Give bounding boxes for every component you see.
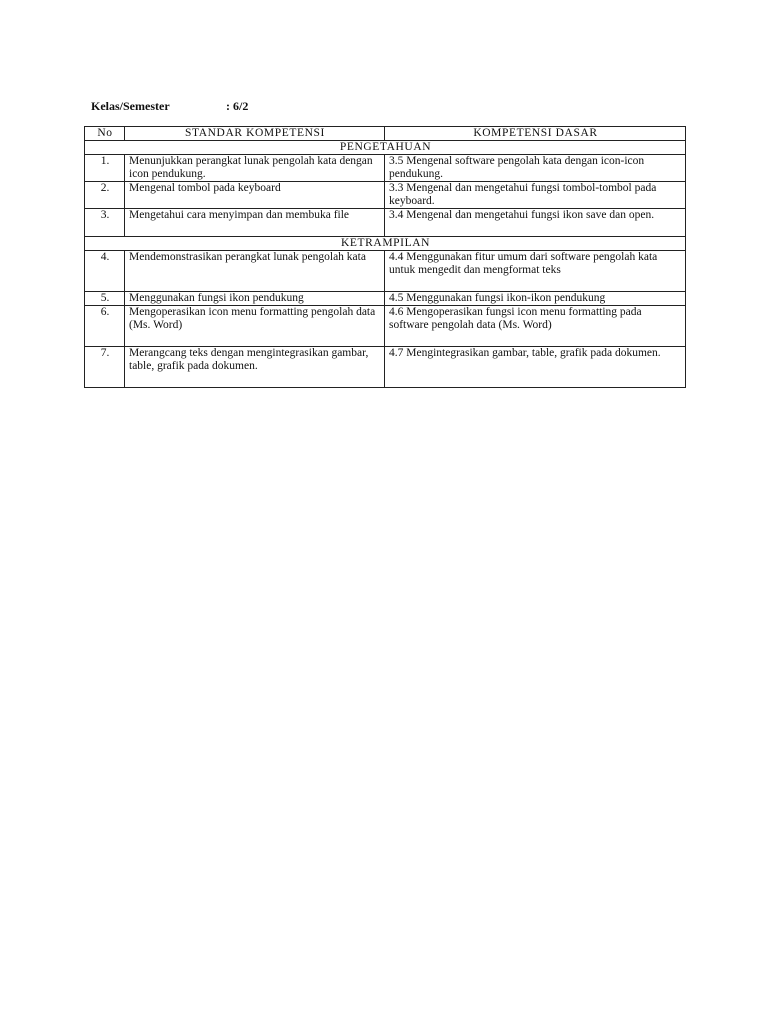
table-row — [85, 251, 686, 292]
competency-table — [84, 126, 686, 388]
kompetensi-dasar-cell: 3.3 Mengenal dan mengetahui fungsi tombol-tombol pada keyboard. — [385, 182, 686, 209]
class-semester-label: Kelas/Semester — [91, 99, 170, 113]
column-header-no: No — [85, 127, 125, 141]
kompetensi-dasar-cell: 4.5 Menggunakan fungsi ikon-ikon pendukung — [385, 292, 686, 306]
table-header-row — [85, 127, 686, 141]
table-row — [85, 292, 686, 306]
table-row — [85, 155, 686, 182]
class-semester-line — [91, 99, 248, 114]
kompetensi-dasar-cell: 4.4 Menggunakan fitur umum dari software pengolah kata untuk mengedit dan mengformat teks — [385, 251, 686, 292]
standar-kompetensi-cell: Merangcang teks dengan mengintegrasikan gambar, table, grafik pada dokumen. — [125, 347, 385, 388]
row-number: 7. — [85, 347, 125, 388]
section-row-ketrampilan — [85, 237, 686, 251]
standar-kompetensi-cell: Mengetahui cara menyimpan dan membuka file — [125, 209, 385, 237]
row-number: 1. — [85, 155, 125, 182]
section-title-ketrampilan: KETRAMPILAN — [85, 237, 686, 251]
row-number: 6. — [85, 306, 125, 347]
kompetensi-dasar-cell: 4.6 Mengoperasikan fungsi icon menu formatting pada software pengolah data (Ms. Word) — [385, 306, 686, 347]
table-row — [85, 347, 686, 388]
section-title-pengetahuan: PENGETAHUAN — [85, 141, 686, 155]
column-header-kompetensi-dasar: KOMPETENSI DASAR — [385, 127, 686, 141]
kompetensi-dasar-cell: 3.4 Mengenal dan mengetahui fungsi ikon save dan open. — [385, 209, 686, 237]
table-row — [85, 209, 686, 237]
standar-kompetensi-cell: Mengenal tombol pada keyboard — [125, 182, 385, 209]
class-semester-value: : 6/2 — [226, 99, 249, 113]
row-number: 4. — [85, 251, 125, 292]
kompetensi-dasar-cell: 3.5 Mengenal software pengolah kata dengan icon-icon pendukung. — [385, 155, 686, 182]
section-row-pengetahuan — [85, 141, 686, 155]
standar-kompetensi-cell: Mendemonstrasikan perangkat lunak pengolah kata — [125, 251, 385, 292]
kompetensi-dasar-cell: 4.7 Mengintegrasikan gambar, table, grafik pada dokumen. — [385, 347, 686, 388]
standar-kompetensi-cell: Menunjukkan perangkat lunak pengolah kata dengan icon pendukung. — [125, 155, 385, 182]
row-number: 2. — [85, 182, 125, 209]
row-number: 5. — [85, 292, 125, 306]
column-header-standar-kompetensi: STANDAR KOMPETENSI — [125, 127, 385, 141]
row-number: 3. — [85, 209, 125, 237]
table-row — [85, 182, 686, 209]
table-row — [85, 306, 686, 347]
standar-kompetensi-cell: Mengoperasikan icon menu formatting pengolah data (Ms. Word) — [125, 306, 385, 347]
standar-kompetensi-cell: Menggunakan fungsi ikon pendukung — [125, 292, 385, 306]
